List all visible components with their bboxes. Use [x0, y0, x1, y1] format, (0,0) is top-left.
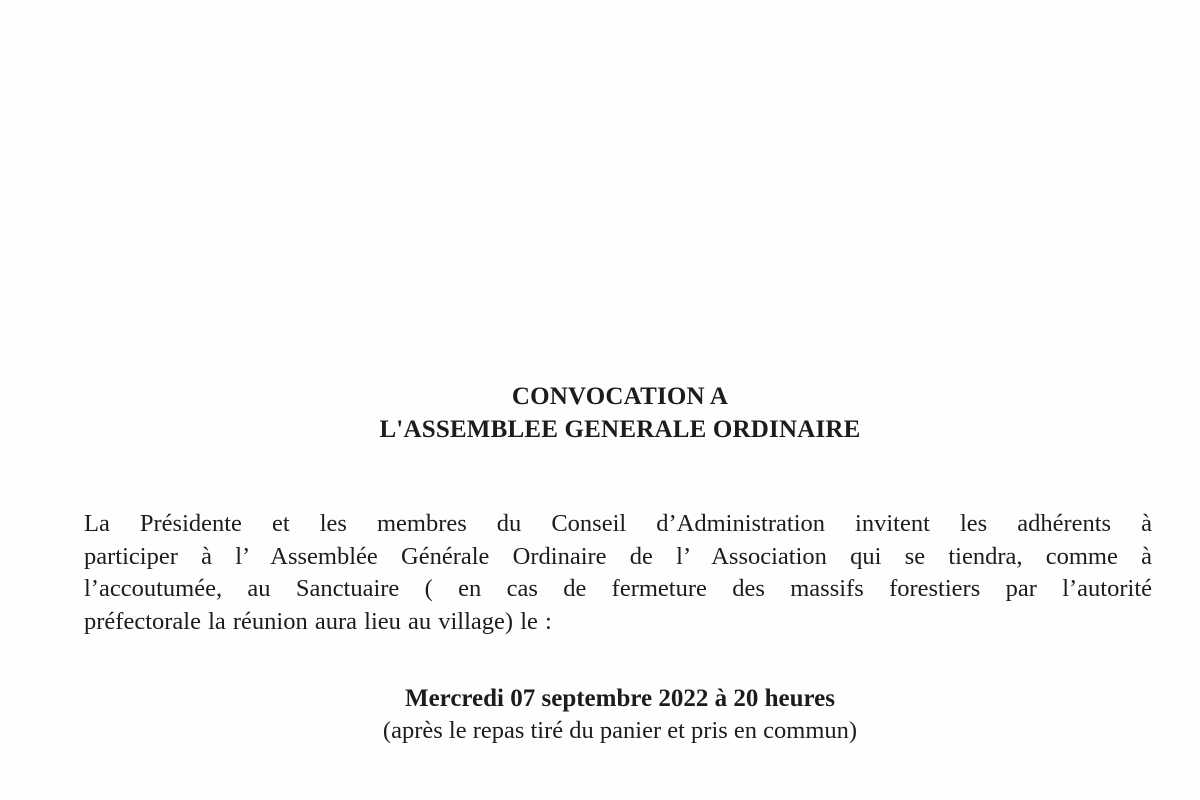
- title-line-1: CONVOCATION A: [511, 383, 729, 410]
- title-line-2: L'ASSEMBLEE GENERALE ORDINAIRE: [379, 416, 861, 443]
- paragraph-line-3: l’accoutumée, au Sanctuaire ( en cas de fermeture des massifs forestiers par l’autorité: [84, 575, 1152, 602]
- paragraph-line-2: participer à l’ Assemblée Générale Ordinaire de l’ Association qui se tiendra, comme à: [84, 542, 1152, 570]
- paragraph-line-4: préfectorale la réunion aura lieu au village) le :: [84, 607, 552, 635]
- meeting-date: Mercredi 07 septembre 2022 à 20 heures: [404, 685, 836, 712]
- document-title: [0, 380, 1200, 446]
- meeting-note: (après le repas tiré du panier et pris en commun): [382, 717, 858, 744]
- paragraph-line-1: La Présidente et les membres du Conseil d’Administration invitent les adhérents à: [84, 510, 1152, 537]
- invitation-paragraph: [84, 508, 1152, 638]
- meeting-info: [0, 682, 1200, 747]
